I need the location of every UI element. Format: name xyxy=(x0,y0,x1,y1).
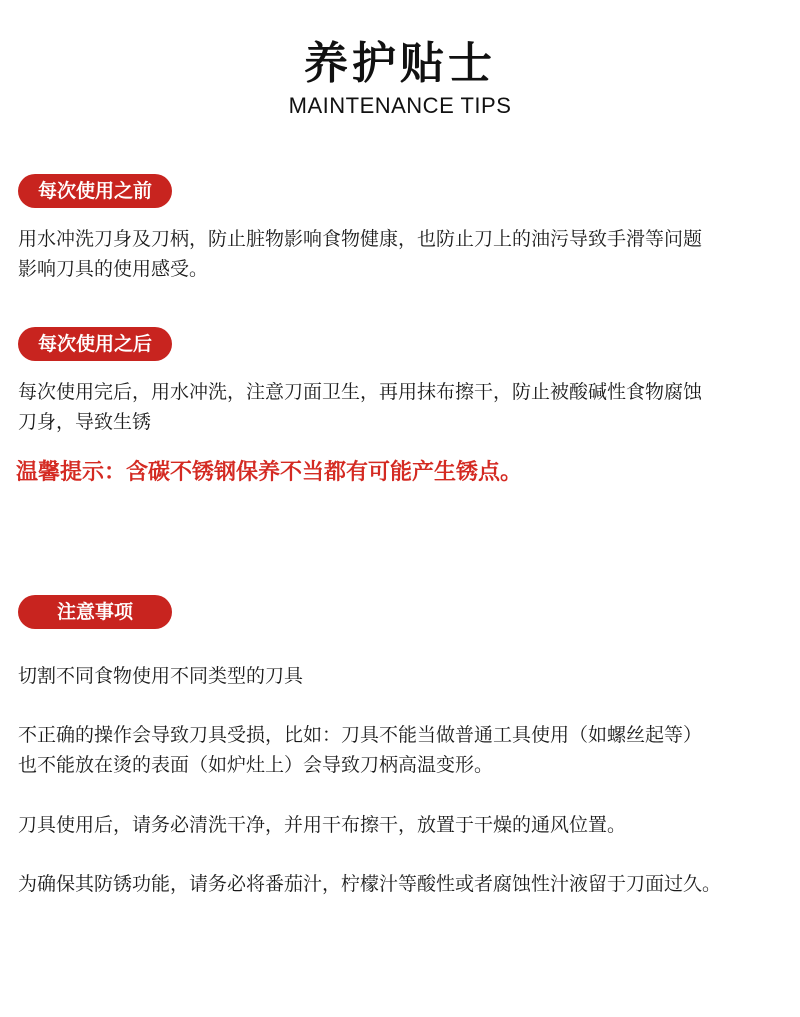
note-item xyxy=(18,810,793,840)
note-item xyxy=(18,869,793,899)
section-badge-before-use: 每次使用之前 xyxy=(18,174,172,208)
page-subtitle: MAINTENANCE TIPS xyxy=(288,93,512,118)
note-item-1-line-1: 切割不同食物使用不同类型的刀具 xyxy=(18,665,304,687)
section-badge-after-use: 每次使用之后 xyxy=(18,327,172,361)
note-item-2-line-1: 不正确的操作会导致刀具受损，比如：刀具不能当做普通工具使用（如螺丝起等） xyxy=(18,724,703,746)
before-use-line-2: 影响刀具的使用感受。 xyxy=(18,258,209,280)
page-title: 养护贴士 xyxy=(304,38,496,89)
note-item-3-line-1: 刀具使用后，请务必清洗干净，并用干布擦干，放置于干燥的通风位置。 xyxy=(18,814,627,836)
before-use-text xyxy=(18,224,793,284)
section-badge-notes: 注意事项 xyxy=(18,595,172,629)
before-use-line-1: 用水冲洗刀身及刀柄，防止脏物影响食物健康，也防止刀上的油污导致手滑等问题 xyxy=(18,228,703,250)
note-item xyxy=(18,661,793,691)
after-use-line-2: 刀身，导致生锈 xyxy=(18,411,152,433)
warm-tip: 温馨提示：含碳不锈钢保养不当都有可能产生锈点。 xyxy=(16,460,523,485)
note-item-2-line-2: 也不能放在烫的表面（如炉灶上）会导致刀柄高温变形。 xyxy=(18,754,494,776)
note-item xyxy=(18,720,793,780)
after-use-line-1: 每次使用完后，用水冲洗，注意刀面卫生，再用抹布擦干，防止被酸碱性食物腐蚀 xyxy=(18,381,703,403)
after-use-text xyxy=(18,377,793,437)
note-item-4-line-1: 为确保其防锈功能，请务必将番茄汁，柠檬汁等酸性或者腐蚀性汁液留于刀面过久。 xyxy=(18,873,722,895)
